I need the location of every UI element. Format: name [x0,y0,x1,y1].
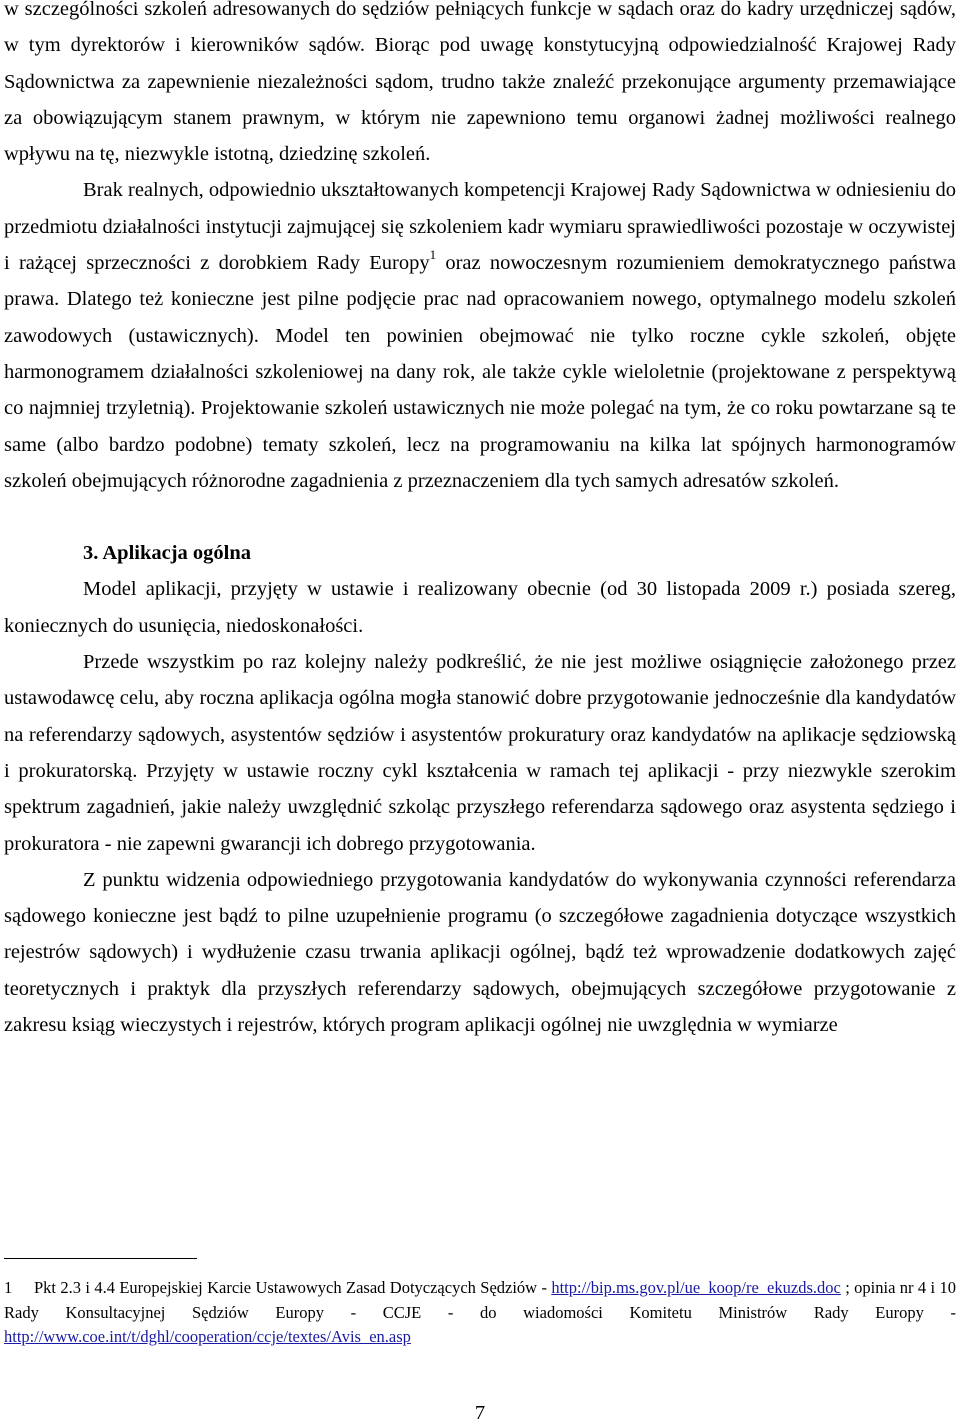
document-page [4,0,956,1043]
page-number: 7 [474,1402,486,1424]
paragraph-first-of-all: Przede wszystkim po raz kolejny należy podkreślić, że nie jest możliwe osiągnięcie założonego przez ustawodawcę celu, aby roczna aplikacja ogólna mogła stanowić dobre przygotowanie jednocześnie dla kandydatów na referendarzy sądowych, asystentów sędziów i asystentów prokuratury oraz kandydatów na aplikacje sędziowską i prokuratorską. Przyjęty w ustawie roczny cykl kształcenia w ramach tej aplikacji - przy niezwykle szerokim spektrum zagadnień, jakie należy uwzględnić szkoląc przyszłego referendarza sądowego oraz asystenta sędziego i prokuratora - nie zapewni gwarancji ich dobrego przygotowania. [4,651,956,855]
footnote-text-1: Pkt 2.3 i 4.4 Europejskiej Karcie Ustawowych Zasad Dotyczących Sędziów - [34,1278,552,1297]
section-heading [4,535,956,571]
paragraph-continuation: w szczególności szkoleń adresowanych do sędziów pełniących funkcje w sądach oraz do kadry urzędniczej sądów, w tym dyrektorów i kierowników sądów. Biorąc pod uwagę konstytucyjną odpowiedzialność Krajowej Rady Sądownictwa za zapewnienie niezależności sądom, trudno także znaleźć przekonujące argumenty przemawiające za obowiązującym stanem prawnym, w którym nie zapewniono temu organowi żadnej możliwości realnego wpływu na tę, niezwykle istotną, dziedzinę szkoleń. [4,0,956,166]
footnote-link-ms[interactable]: http://bip.ms.gov.pl/ue_koop/re_ekuzds.doc [551,1278,841,1297]
paragraph-referendary-preparation: Z punktu widzenia odpowiedniego przygotowania kandydatów do wykonywania czynności referendarza sądowego konieczne jest bądź to pilne uzupełnienie programu (o szczegółowe zagadnienia dotyczące wszystkich rejestrów sądowych) i wydłużenie czasu trwania aplikacji ogólnej, bądź też wprowadzenie dodatkowych zajęć teoretycznych i praktyk dla przyszłych referendarzy sądowych, obejmujących szczegółowe przygotowanie z zakresu ksiąg wieczystych i rejestrów, których program aplikacji ogólnej nie uwzględnia w wymiarze [4,868,956,1037]
section-number: 3. [83,542,99,565]
section-title: Aplikacja ogólna [102,542,252,565]
footnote-text-2: ; opinia nr 4 i 10 Rady Konsultacyjnej Sędziów Europy - CCJE - do wiadomości Komitetu Ministrów Rady Europy - [4,1278,956,1322]
paragraph-text-part-1: Brak realnych, odpowiednio ukształtowanych kompetencji Krajowej Rady Sądownictwa w odniesieniu do przedmiotu działalności instytucji zajmującej się szkoleniem kadr wymiaru sprawiedliwości pozostaje w oczywistej i rażącej sprzeczności z dorobkiem Rady Europy [4,179,956,275]
footnote-number: 1 [4,1278,13,1297]
paragraph-application-model: Model aplikacji, przyjęty w ustawie i realizowany obecnie (od 30 listopada 2009 r.) posiada szereg, koniecznych do usunięcia, niedoskonałości. [4,578,956,637]
footnote-link-coe[interactable]: http://www.coe.int/t/dghl/cooperation/ccje/textes/Avis_en.asp [4,1327,411,1346]
footnote [4,1276,956,1350]
section-spacer [4,499,956,535]
footnote-reference[interactable]: 1 [429,247,437,263]
footnote-separator [4,1258,197,1259]
paragraph-text-part-2: oraz nowoczesnym rozumieniem demokratycznego państwa prawa. Dlatego też konieczne jest pilne podjęcie prac nad opracowaniem nowego, optymalnego modelu szkoleń zawodowych (ustawicznych). Model ten powinien obejmować nie tylko roczne cykle szkoleń, objęte harmonogramem działalności szkoleniowej na dany rok, ale także cykle wieloletnie (projektowane z perspektywą co najmniej trzyletnią). Projektowanie szkoleń ustawicznych nie może polegać na tym, że co roku powtarzane są te same (albo bardzo podobne) tematy szkoleń, lecz na programowaniu na kilka lat spójnych harmonogramów szkoleń obejmujących różnorodne zagadnienia z przeznaczeniem dla tych samych adresatów szkoleń. [4,252,956,492]
paragraph-krs-competences [4,172,956,499]
